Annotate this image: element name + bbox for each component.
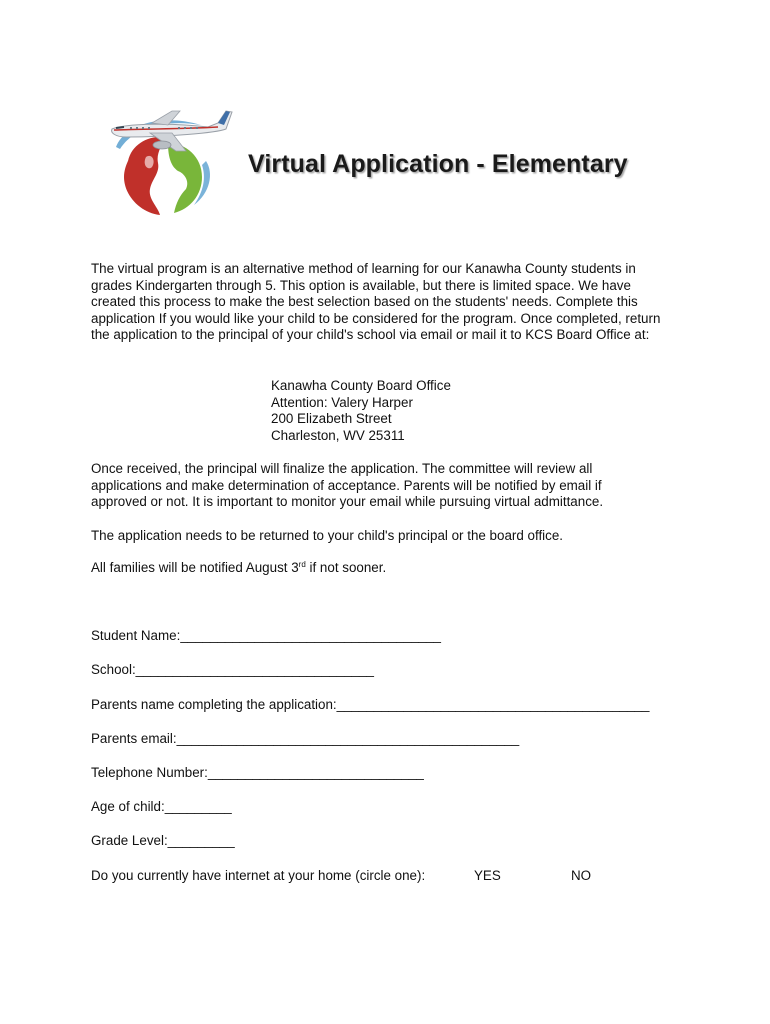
address-line-2: Attention: Valery Harper (271, 394, 413, 410)
address-line-1: Kanawha County Board Office (271, 378, 451, 393)
internet-no-option[interactable]: NO (571, 868, 592, 883)
school-label: School: (91, 662, 136, 677)
globe-airplane-logo (106, 103, 238, 221)
logo-graphic (106, 103, 238, 221)
student-name-field[interactable] (91, 628, 441, 644)
page-title: Virtual Application - Elementary (248, 150, 628, 178)
student-name-blank[interactable]: ___________________________________ (180, 628, 441, 643)
notify-ordinal: rd (298, 560, 306, 569)
school-blank[interactable]: ________________________________ (135, 662, 374, 677)
notification-paragraph (91, 560, 386, 577)
address-line-4: Charleston, WV 25311 (271, 427, 405, 443)
parents-name-label: Parents name completing the application: (91, 697, 337, 712)
notify-text-end: if not sooner. (305, 560, 387, 575)
return-paragraph: The application needs to be returned to your child's principal or the board office. (91, 528, 564, 543)
internet-question: Do you currently have internet at your home (circle one): (91, 868, 426, 883)
mailing-address (271, 378, 451, 444)
age-label: Age of child: (91, 799, 165, 814)
grade-blank[interactable]: _________ (167, 833, 235, 848)
parents-email-blank[interactable]: ______________________________________________ (176, 731, 520, 746)
notify-text: All families will be notified August 3 (91, 560, 299, 575)
parents-email-field[interactable] (91, 731, 519, 747)
student-name-label: Student Name: (91, 628, 181, 643)
age-blank[interactable]: _________ (164, 799, 232, 814)
age-field[interactable] (91, 799, 232, 815)
address-line-3: 200 Elizabeth Street (271, 411, 392, 426)
grade-label: Grade Level: (91, 833, 168, 848)
intro-paragraph: The virtual program is an alternative method of learning for our Kanawha County students in grades Kindergarten through 5. This option is available, but there is limited space. We have created this process to make the best selection based on the students' needs. Complete this application If you would like your child to be considered for the program. Once completed, return the application to the principal of your child's school via email or mail it to KCS Board Office at: (91, 261, 661, 342)
review-paragraph: Once received, the principal will finalize the application. The committee will review all applications and make determination of acceptance. Parents will be notified by email if approved or not. It is important to monitor your email while pursuing virtual admittance. (91, 461, 604, 509)
school-field[interactable] (91, 662, 374, 678)
telephone-field[interactable] (91, 765, 424, 781)
parents-name-blank[interactable]: __________________________________________ (336, 697, 650, 712)
grade-field[interactable] (91, 833, 235, 849)
telephone-blank[interactable]: _____________________________ (207, 765, 424, 780)
parents-name-field[interactable] (91, 697, 649, 713)
parents-email-label: Parents email: (91, 731, 177, 746)
internet-yes-option[interactable]: YES (474, 868, 501, 883)
telephone-label: Telephone Number: (91, 765, 208, 780)
